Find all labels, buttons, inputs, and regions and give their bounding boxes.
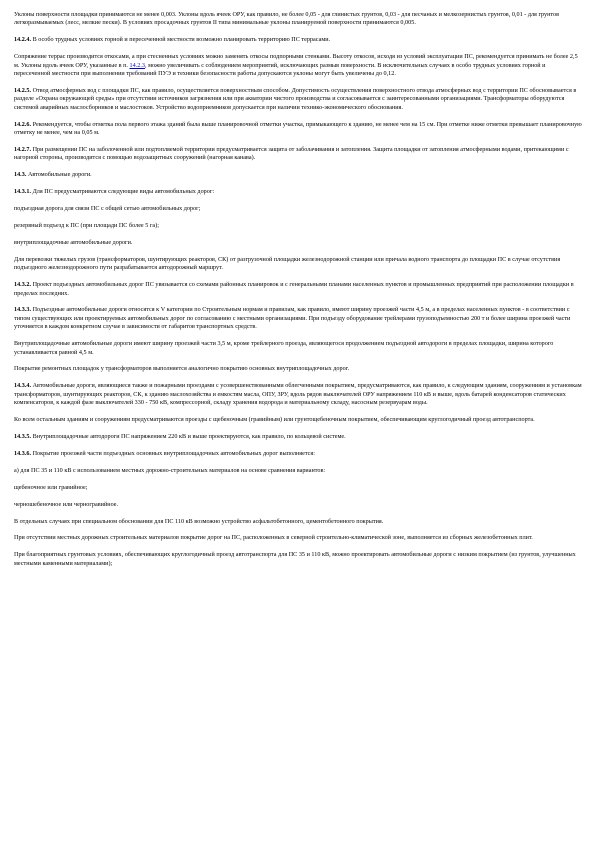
- clause-number: 14.3.3.: [14, 307, 32, 314]
- clause-number: 14.3.5.: [14, 434, 32, 440]
- paragraph-text: Для перевозки тяжелых грузов (трансформаторов, шунтирующих реакторов, СК) от разгрузочной площадки железнодорожной станции или причала водного транспорта до площадки ПС в случае отсутствия подъездного железнодорожного пути разрабатывается автодорожный маршрут.: [14, 256, 561, 272]
- list-item-text: внутриплощадочные автомобильные дороги.: [14, 239, 133, 246]
- list-item-access-road: [14, 205, 583, 213]
- list-item-text: подъездная дорога для связи ПС с общей сетью автомобильных дорог;: [14, 206, 201, 213]
- paragraph-text: Автомобильные дороги, являющиеся также и пожарными проездами с усовершенствованными облегченными покрытием, предусматриваются, как правило, к следующим зданиям, сооружениям и установкам трансформаторов, шунтирующих реакторов, СК, к зданию маслохозяйства и емкостям масла, ОПУ, ЗРУ, вдоль рядов выключателей ОРУ напряжением 110 кВ и выше, вдоль батарей конденсаторов статических компенсаторов, к каждой фазе выключателей 330 - 750 кВ, компрессорной, складу хранения водорода и материальному складу, насосным резервуарам воды.: [14, 383, 582, 407]
- list-item-black-gravel: [14, 501, 583, 509]
- paragraph-14-3-2: [14, 281, 583, 298]
- paragraph-14-3-5: [14, 433, 583, 441]
- paragraph-text: Ко всем остальным зданиям и сооружениям предусматриваются проезды с щебеночным (гравийным) или грунтощебеночным покрытием, обеспечивающим круглогодичный проезд автотранспорта.: [14, 417, 535, 424]
- section-heading-14-3: [14, 171, 583, 179]
- paragraph-14-2-6: [14, 121, 583, 138]
- clause-number: 14.3.6.: [14, 450, 32, 457]
- clause-number: 14.2.7.: [14, 146, 32, 153]
- paragraph-text-part-b: , можно увеличивать с соблюдением мероприятий, исключающих размыв поверхности. В исключительных случаях в особо трудных условиях горной и пересеченной местности при выполнении требований ПУЭ и техники безопасности работы допускаются уклоны могут быть увеличены до 0,12.: [14, 62, 546, 78]
- clause-link-14-2-3[interactable]: 14.2.3: [129, 62, 145, 69]
- paragraph-text: Для ПС предусматриваются следующие виды автомобильных дорог:: [32, 189, 215, 196]
- clause-number: 14.3.1.: [14, 189, 32, 196]
- paragraph-heavy-cargo: [14, 256, 583, 273]
- paragraph-text: Проект подъездных автомобильных дорог ПС увязывается со схемами районных планировок и с генеральными планами населенных пунктов и промышленных предприятий при расположении площадки в пределах последних.: [14, 282, 574, 297]
- section-title: Автомобильные дороги.: [27, 172, 92, 179]
- paragraph-text: Отвод атмосферных вод с площадки ПС, как правило, осуществляется поверхностным способом. Допустимость осуществления поверхностного отвода атмосферных вод с территории ПС обосновывается в разделе «Охрана окружающей среды» при отсутствии источников загрязнения или при акватории чистого производства и согласовывается с заинтересованными организациями. Трансформаторы оборудуются системой аварийных маслосборников и маслостоков. Устройство водоприемников допускается при наличии технико-экономического обоснования.: [14, 87, 577, 111]
- paragraph-text: В особо трудных условиях горной и пересеченной местности возможно планировать территорию ПС террасами.: [32, 37, 331, 44]
- list-item-text: щебеночное или гравийное;: [14, 484, 88, 491]
- paragraph-14-3-1: [14, 188, 583, 196]
- clause-number: 14.3.2.: [14, 282, 32, 289]
- paragraph-text: В отдельных случаях при специальном обосновании для ПС 110 кВ возможно устройство асфальтобетонного, цементобетонного покрытия.: [14, 518, 384, 525]
- list-item-internal-roads: [14, 239, 583, 247]
- paragraph-14-2-5: [14, 87, 583, 112]
- paragraph-low-coverage: [14, 551, 583, 568]
- paragraph-14-3-4: [14, 382, 583, 407]
- paragraph-14-3-6: [14, 450, 583, 458]
- paragraph-text: Внутриплощадочные автодороги ПС напряжением 220 кВ и выше проектируются, как правило, по кольцевой системе.: [32, 434, 346, 440]
- paragraph-slope-limits: [14, 11, 583, 28]
- clause-number: 14.2.5.: [14, 87, 32, 94]
- paragraph-terraces: [14, 53, 583, 78]
- paragraph-text: Внутриплощадочные автомобильные дороги имеют ширину проезжей части 3,5 м, кроме трейлерного проезда, являющегося продолжением подъездной автодороги в пределах площадки, ширина которого устанавливается равной 4,5 м.: [14, 341, 554, 356]
- clause-number: 14.2.4.: [14, 37, 32, 44]
- paragraph-14-3-3: [14, 306, 583, 331]
- paragraph-text: Покрытие ремонтных площадок у трансформаторов выполняется аналогично покрытию основных внутриплощадочных дорог.: [14, 366, 350, 373]
- list-item-text: резервный подъезд к ПС (при площади ПС более 5 га);: [14, 223, 159, 229]
- list-item-text: черношебеночное или черногравийное.: [14, 501, 119, 508]
- paragraph-text: Подъездные автомобильные дороги относятся к V категории по Строительным нормам и правилам, как правило, имеют ширину проезжей части 4,5 м, а в пределах населенных пунктов - в соответствии с типом существующих или проектируемых автомобильных дорог по согласованию с местными организациями. При подъезду оборудование трейлерами грузоподъемностью 200 т и более ширина проезжей части уточняется в каждом конкретном случае в зависимости от габаритов транспортных средств.: [14, 307, 571, 331]
- paragraph-text: При благоприятных грунтовых условиях, обеспечивающих круглогодичный проезд автотранспорта для ПС 35 и 110 кВ, можно проектировать автомобильные дороги с низким покрытием (из грунтов, улучшенных местными каменными материалами);: [14, 552, 576, 567]
- paragraph-text: Покрытие проезжей части подъездных основных внутриплощадочных автомобильных дорог выполняется:: [32, 450, 315, 457]
- paragraph-14-2-7: [14, 146, 583, 163]
- paragraph-other-buildings: [14, 416, 583, 424]
- paragraph-text: При размещении ПС на заболоченной или подтопляемой территории предусматривается защита от заболачивания и затопления. Защита площадки от затопления атмосферными водами, притекающими с нагорной стороны, производится с помощью водозащитных сооружений (нагорная канава).: [14, 146, 569, 162]
- paragraph-item-a: [14, 467, 583, 475]
- paragraph-repair-pads: [14, 365, 583, 373]
- clause-number: 14.3.: [14, 172, 27, 179]
- list-item-gravel: [14, 484, 583, 492]
- clause-number: 14.2.6.: [14, 121, 32, 128]
- paragraph-14-2-4: [14, 36, 583, 44]
- paragraph-text: Уклоны поверхности площадки принимаются не менее 0,003. Уклоны вдоль ячеек ОРУ, как правило, не более 0,05 - для глинистых грунтов, 0,03 - для песчаных и мелкозернистых грунтов, 0,01 - для грунтов легкоразмываемых (лесс, мелкие пески). В условиях просадочных грунтов II типа минимальные уклоны планируемой поверхности принимаются 0,005.: [14, 12, 560, 27]
- paragraph-concrete-slabs: [14, 534, 583, 542]
- clause-number: 14.3.4.: [14, 383, 32, 390]
- list-item-reserve-road: [14, 222, 583, 230]
- paragraph-text: Рекомендуется, чтобы отметка пола первого этажа зданий была выше планировочной отметки участка, примыкающего к зданию, не менее чем на 15 см. При отметке ниже отметки превышает планировочную отметку не менее, чем на 0,05 м.: [14, 121, 582, 137]
- paragraph-asphalt: [14, 518, 583, 526]
- paragraph-text: При отсутствии местных дорожных строительных материалов покрытие дорог на ПС, расположенных в северной строительно-климатической зоне, выполняется из сборных железобетонных плит.: [14, 535, 533, 542]
- paragraph-text: а) для ПС 35 и 110 кВ с использованием местных дорожно-строительных материалов на основе сравнения вариантов:: [14, 467, 326, 474]
- paragraph-text-part-a: Сопряжение террас производится откосами, а при стесненных условиях можно заменять откосы подпорными стенками. Высоту откосов, исходя из условий эксплуатации ПС, рекомендуется принимать не более 2,5 м. Уклоны вдоль ячеек ОРУ, указанные в п.: [14, 54, 578, 69]
- paragraph-internal-width: [14, 340, 583, 357]
